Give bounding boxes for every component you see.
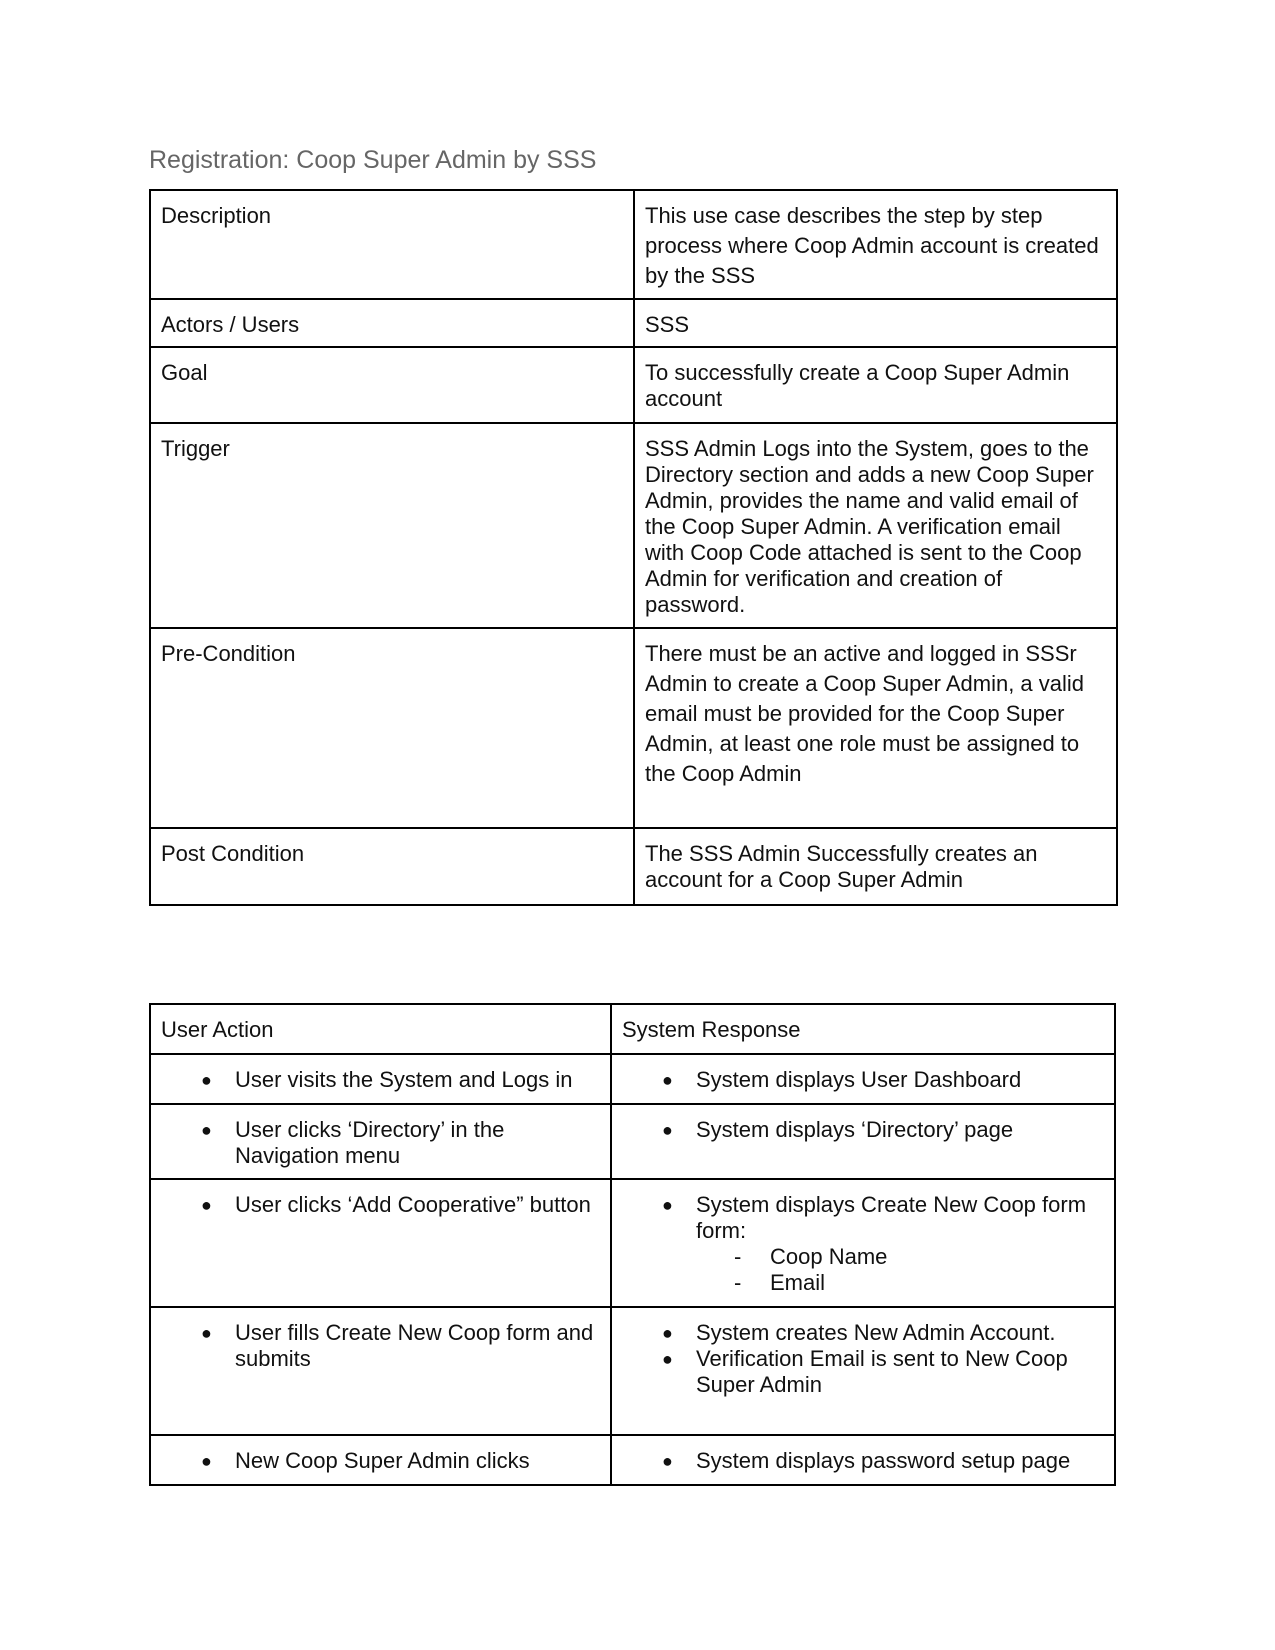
flow-table <box>149 1003 1116 1486</box>
bullet-icon: ● <box>662 1349 673 1369</box>
list-item <box>622 1192 1104 1296</box>
sub-list-item <box>696 1270 1104 1296</box>
bullet-icon: ● <box>201 1120 212 1140</box>
user-action-text: User visits the System and Logs in <box>235 1067 573 1092</box>
column-header-user-action: User Action <box>150 1004 611 1054</box>
row-label-actors: Actors / Users <box>150 299 634 347</box>
user-action-text: New Coop Super Admin clicks <box>235 1448 530 1473</box>
user-action-cell <box>150 1054 611 1104</box>
system-response-text: Verification Email is sent to New Coop Super Admin <box>696 1346 1068 1397</box>
row-value-precondition: There must be an active and logged in SSSr Admin to create a Coop Super Admin, a valid email must be provided for the Coop Super Admin, at least one role must be assigned to the Coop Admin <box>634 628 1117 828</box>
table-row <box>150 1307 1115 1435</box>
form-field-name: Coop Name <box>770 1244 888 1269</box>
table-row <box>150 347 1117 423</box>
bullet-icon: ● <box>201 1451 212 1471</box>
table-row <box>150 828 1117 905</box>
table-row <box>150 1054 1115 1104</box>
user-action-text: User clicks ‘Directory’ in the Navigation menu <box>235 1117 505 1168</box>
list-item <box>161 1192 600 1218</box>
sub-list-item <box>696 1244 1104 1270</box>
table-row <box>150 1104 1115 1179</box>
table-row <box>150 190 1117 299</box>
table-header-row <box>150 1004 1115 1054</box>
system-response-text: System displays User Dashboard <box>696 1067 1022 1092</box>
system-response-text: System creates New Admin Account. <box>696 1320 1056 1345</box>
page-title: Registration: Coop Super Admin by SSS <box>149 146 597 174</box>
bullet-icon: ● <box>662 1323 673 1343</box>
form-field-name: Email <box>770 1270 826 1295</box>
bullet-icon: ● <box>662 1451 673 1471</box>
dash-icon: - <box>734 1270 742 1295</box>
system-response-cell <box>611 1104 1115 1179</box>
use-case-table <box>149 189 1118 906</box>
bullet-icon: ● <box>201 1323 212 1343</box>
list-item <box>161 1320 600 1372</box>
row-label-trigger: Trigger <box>150 423 634 628</box>
row-label-goal: Goal <box>150 347 634 423</box>
user-action-cell <box>150 1435 611 1485</box>
system-response-cell <box>611 1435 1115 1485</box>
system-response-text: System displays Create New Coop form form: <box>696 1192 1087 1243</box>
row-label-postcondition: Post Condition <box>150 828 634 905</box>
table-row <box>150 299 1117 347</box>
column-header-system-response: System Response <box>611 1004 1115 1054</box>
row-value-goal: To successfully create a Coop Super Admin account <box>634 347 1117 423</box>
bullet-icon: ● <box>662 1070 673 1090</box>
dash-icon: - <box>734 1244 742 1269</box>
user-action-text: User clicks ‘Add Cooperative” button <box>235 1192 591 1217</box>
system-response-cell <box>611 1307 1115 1435</box>
table-row <box>150 628 1117 828</box>
user-action-cell <box>150 1307 611 1435</box>
list-item <box>622 1346 1104 1398</box>
system-response-text: System displays ‘Directory’ page <box>696 1117 1014 1142</box>
table-row <box>150 423 1117 628</box>
bullet-icon: ● <box>662 1120 673 1140</box>
list-item <box>161 1117 600 1169</box>
bullet-icon: ● <box>201 1195 212 1215</box>
table-row <box>150 1179 1115 1307</box>
row-value-actors: SSS <box>634 299 1117 347</box>
user-action-text: User fills Create New Coop form and submits <box>235 1320 594 1371</box>
list-item <box>622 1448 1104 1474</box>
system-response-cell <box>611 1179 1115 1307</box>
list-item <box>161 1067 600 1093</box>
row-label-description: Description <box>150 190 634 299</box>
user-action-cell <box>150 1104 611 1179</box>
list-item <box>622 1067 1104 1093</box>
list-item <box>161 1448 600 1474</box>
system-response-cell <box>611 1054 1115 1104</box>
row-label-precondition: Pre-Condition <box>150 628 634 828</box>
list-item <box>622 1117 1104 1143</box>
row-value-trigger: SSS Admin Logs into the System, goes to the Directory section and adds a new Coop Super Admin, provides the name and valid email of the Coop Super Admin. A verification email with Coop Code attached is sent to the Coop Admin for verification and creation of password. <box>634 423 1117 628</box>
row-value-postcondition: The SSS Admin Successfully creates an account for a Coop Super Admin <box>634 828 1117 905</box>
system-response-text: System displays password setup page <box>696 1448 1071 1473</box>
row-value-description: This use case describes the step by step process where Coop Admin account is created by the SSS <box>634 190 1117 299</box>
bullet-icon: ● <box>662 1195 673 1215</box>
table-row <box>150 1435 1115 1485</box>
user-action-cell <box>150 1179 611 1307</box>
list-item <box>622 1320 1104 1346</box>
bullet-icon: ● <box>201 1070 212 1090</box>
